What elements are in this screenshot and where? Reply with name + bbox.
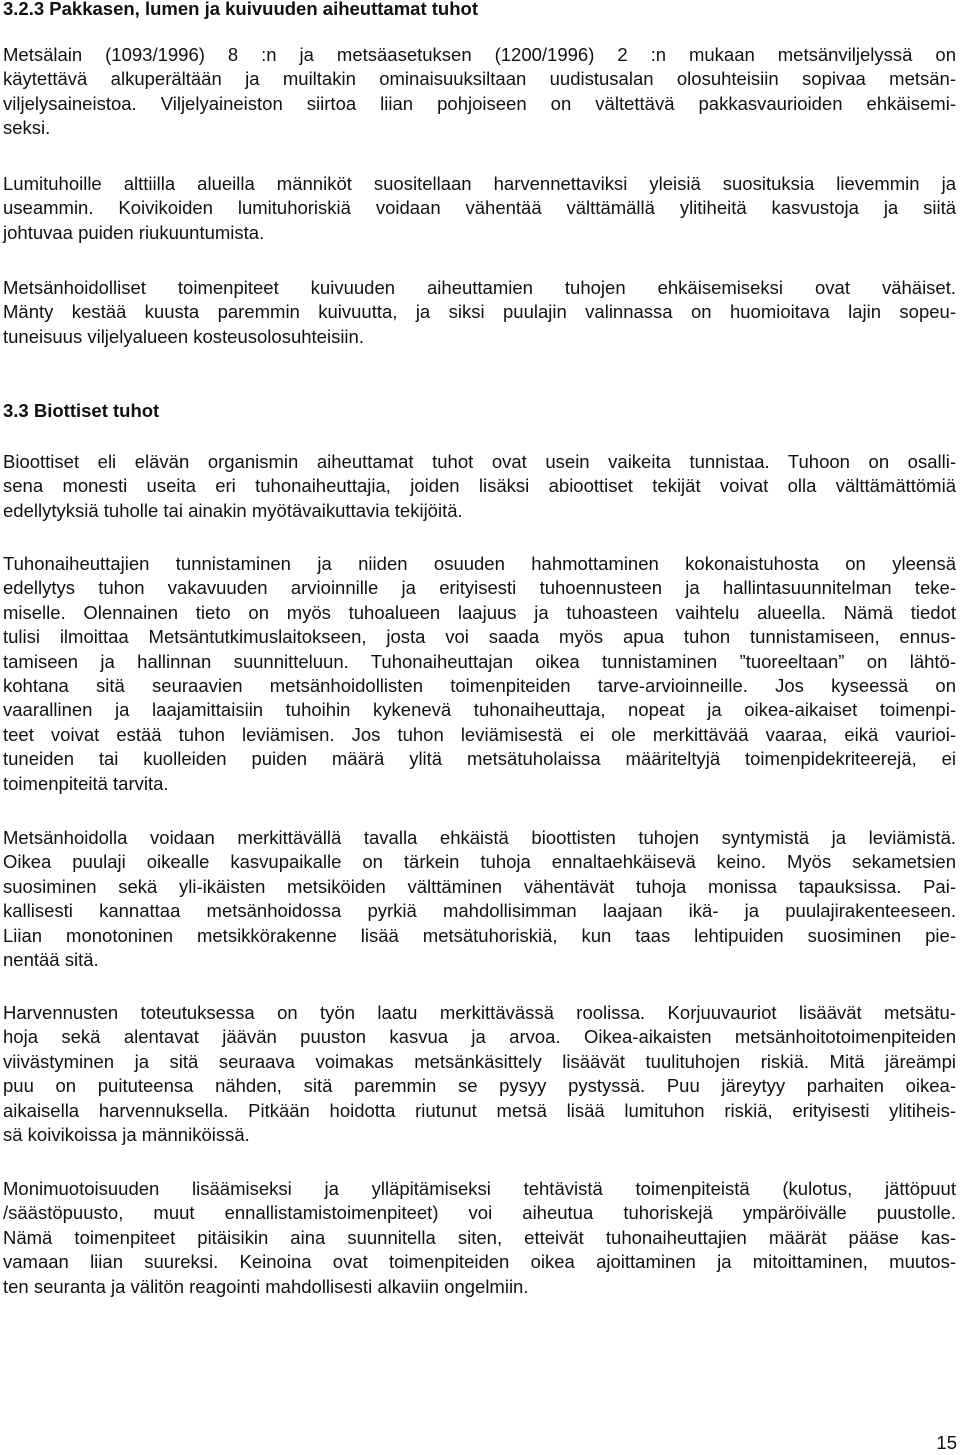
text-line: tamiseen ja hallinnan suunnitteluun. Tuhonaiheuttajan oikea tunnistaminen ”tuoreeltaan” on lähtö- [3, 650, 956, 672]
text-line: Lumituhoille alttiilla alueilla männiköt suositellaan harvennettaviksi yleisiä suosituksia lievemmin ja [3, 173, 956, 194]
text-line: aikaisella harvennuksella. Pitkään hoidotta riutunut metsä lisää lumituhon riskiä, erityisesti ylitiheis- [3, 1099, 956, 1121]
text-line: nentää sitä. [3, 949, 99, 971]
text-line: Bioottiset eli elävän organismin aiheuttamat tuhot ovat usein vaikeita tunnistaa. Tuhoon on osalli- [3, 451, 956, 472]
text-line: edellytys tuhon vakavuuden arvioinnille ja erityisesti tuhoennusteen ja hallintasuunnitelman teke- [3, 577, 956, 599]
text-line: tuneiden tai kuolleiden puiden määrä ylitä metsätuholaissa määriteltyjä toimenpidekriteerejä, ei [3, 748, 956, 770]
paragraph [3, 826, 956, 972]
text-line: Metsänhoidolla voidaan merkittävällä tavalla ehkäistä bioottisten tuhojen syntymistä ja leviämistä. [3, 827, 956, 848]
page-number: 15 [936, 1432, 957, 1453]
text-line: Metsänhoidolliset toimenpiteet kuivuuden aiheuttamien tuhojen ehkäisemiseksi ovat vähäiset. [3, 277, 956, 298]
paragraph [3, 1177, 956, 1299]
text-line: Tuhonaiheuttajien tunnistaminen ja niiden osuuden hahmottaminen kokonaistuhosta on yleensä [3, 553, 956, 574]
text-line: kohtana sitä seuraavien metsänhoidollisten toimenpiteiden tarve-arvioinneille. Jos kyseessä on [3, 675, 956, 697]
text-line: käytettävä alkuperältään ja muiltakin ominaisuuksiltaan uudistusalan olosuhteisiin sopivaa metsän- [3, 68, 956, 90]
section-heading-3-2-3 [3, 0, 478, 21]
section-title: Pakkasen, lumen ja kuivuuden aiheuttamat tuhot [49, 0, 478, 19]
text-line: Oikea puulaji oikealle kasvupaikalle on tärkein tuhoja ennaltaehkäisevä keino. Myös sekametsien [3, 851, 956, 873]
text-line: miselle. Olennainen tieto on myös tuhoalueen laajuus ja tuhoasteen vaihtelu alueella. Nämä tiedot [3, 601, 956, 623]
text-line: suosiminen sekä yli-ikäisten metsiköiden välttäminen vähentävät tuhoja monissa tapauksissa. Pai- [3, 875, 956, 897]
paragraph [3, 172, 956, 245]
text-line: seksi. [3, 117, 51, 139]
text-line: ten seuranta ja välitön reagointi mahdollisesti alkaviin ongelmiin. [3, 1275, 529, 1297]
text-line: sena monesti useita eri tuhonaiheuttajia, joiden lisäksi abioottiset tekijät voivat olla välttämättömiä [3, 475, 956, 497]
text-line: vamaan liian suureksi. Keinoina ovat toimenpiteiden oikea ajoittaminen ja mitoittaminen, muutos- [3, 1251, 956, 1273]
paragraph [3, 43, 956, 141]
text-line: Nämä toimenpiteet pitäisikin aina suunnitella siten, etteivät tuhonaiheuttajien määrät pääse kas- [3, 1226, 956, 1248]
text-line: Monimuotoisuuden lisäämiseksi ja ylläpitämiseksi tehtävistä toimenpiteistä (kulotus, jättöpuut [3, 1178, 956, 1199]
paragraph [3, 276, 956, 349]
text-line: sä koivikoissa ja männiköissä. [3, 1124, 250, 1146]
text-line: kallisesti kannattaa metsänhoidossa pyrkiä mahdollisimman laajaan ikä- ja puulajirakenteeseen. [3, 900, 956, 922]
text-line: hoja sekä alentavat jäävän puuston kasvua ja arvoa. Oikea-aikaisten metsänhoitotoimenpiteiden [3, 1026, 956, 1048]
paragraph [3, 450, 956, 523]
paragraph [3, 1001, 956, 1147]
text-line: vaarallinen ja laajamittaisiin tuhoihin kykenevä tuhonaiheuttaja, nopeat ja oikea-aikaiset toimenpi- [3, 699, 956, 721]
text-line: Liian monotoninen metsikkörakenne lisää metsätuhoriskiä, kun taas lehtipuiden suosiminen pie- [3, 924, 956, 946]
text-line: Mänty kestää kuusta paremmin kuivuutta, ja siksi puulajin valinnassa on huomioitava lajin sopeu- [3, 301, 956, 323]
text-line: Metsälain (1093/1996) 8 :n ja metsäasetuksen (1200/1996) 2 :n mukaan metsänviljelyssä on [3, 44, 956, 65]
section-heading-3-3: 3.3 Biottiset tuhot [3, 400, 160, 421]
paragraph [3, 552, 956, 796]
section-number: 3.2.3 [3, 0, 45, 19]
text-line: /säästöpuusto, muut ennallistamistoimenpiteet) voi aiheutua tuhoriskejä ympäröivälle puustolle. [3, 1202, 956, 1224]
text-line: puu on puituteensa nähden, sitä paremmin se pysyy pystyssä. Puu järeytyy parhaiten oikea- [3, 1075, 956, 1097]
text-line: viljelysaineistoa. Viljelyaineiston siirtoa liian pohjoiseen on vältettävä pakkasvaurioiden ehkäisemi- [3, 92, 956, 114]
text-line: teet voivat estää tuhon leviämisen. Jos tuhon leviämisestä ei ole merkittävää vaaraa, eikä vaurioi- [3, 723, 956, 745]
text-line: useammin. Koivikoiden lumituhoriskiä voidaan vähentää välttämällä ylitiheitä kasvustoja ja siitä [3, 197, 956, 219]
text-line: Harvennusten toteutuksessa on työn laatu merkittävässä roolissa. Korjuuvauriot lisäävät metsätu- [3, 1002, 956, 1023]
text-line: viivästyminen ja sitä seuraava voimakas metsänkäsittely lisäävät tuulituhojen riskiä. Mitä järeämpi [3, 1050, 956, 1072]
text-line: tuneisuus viljelyalueen kosteusolosuhteisiin. [3, 325, 364, 347]
text-line: toimenpiteitä tarvita. [3, 772, 169, 794]
text-line: johtuvaa puiden riukuuntumista. [3, 221, 265, 243]
text-line: tulisi ilmoittaa Metsäntutkimuslaitokseen, josta voi saada myös apua tuhon tunnistamiseen, ennus- [3, 626, 956, 648]
text-line: edellytyksiä tuholle tai ainakin myötävaikuttavia tekijöitä. [3, 499, 463, 521]
